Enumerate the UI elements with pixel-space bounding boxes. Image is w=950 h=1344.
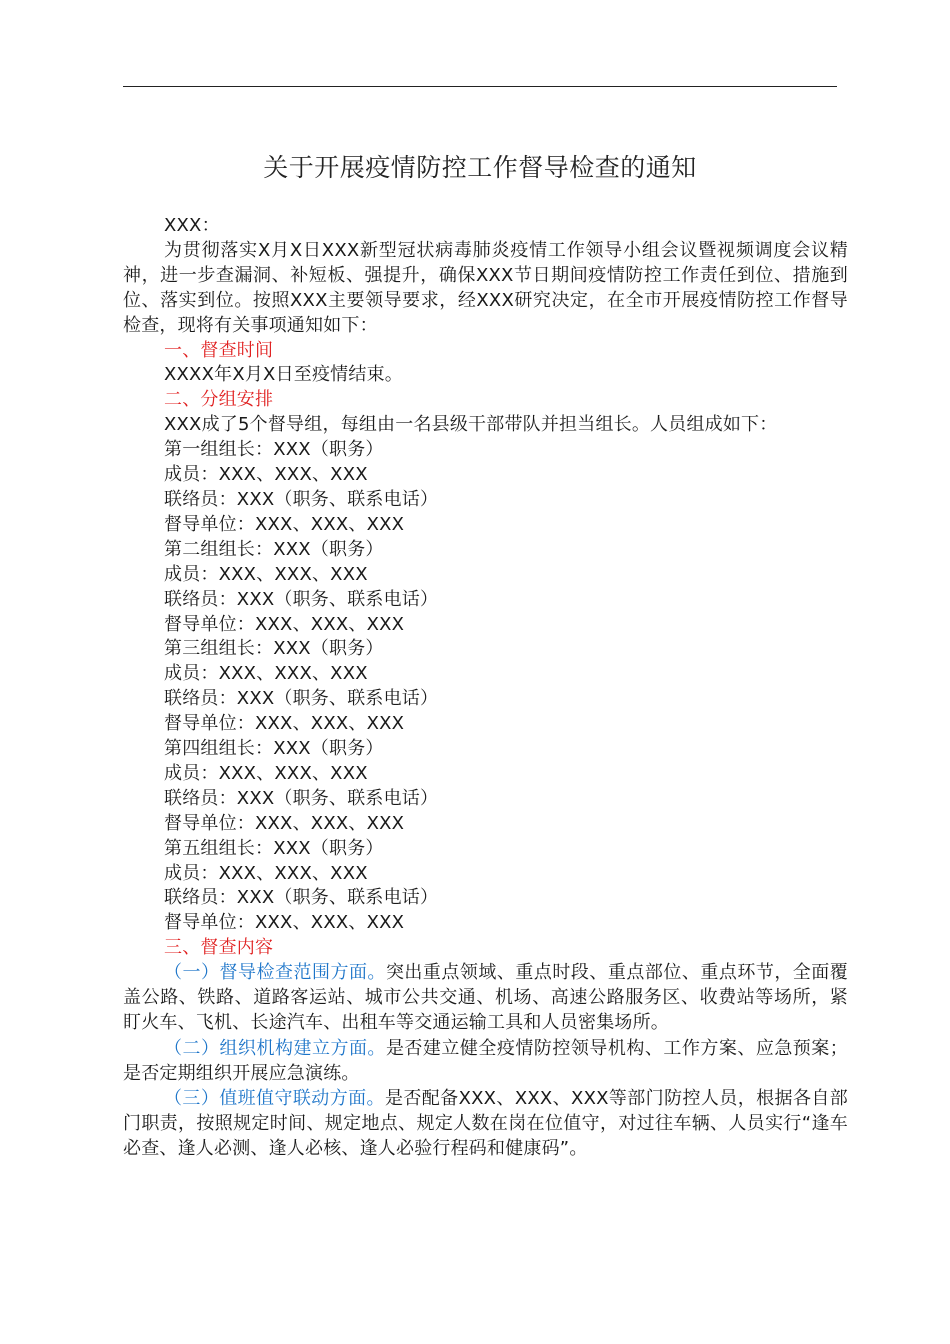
section-heading-content: 三、督查内容 bbox=[164, 937, 274, 959]
section-heading-time: 一、督查时间 bbox=[164, 339, 274, 361]
content-item-text: 突出重点领域、重点时段、重点部位、重点环节，全面覆盖公路、铁路、道路客运站、城市公共交通、机场、高速公路服务区、收费站等场所，紧盯火车、飞机、长途汽车、出租车等交通运输工具和人员密集场所。 bbox=[123, 962, 848, 1033]
content-item-text: 是否建立健全疫情防控领导机构、工作方案、应急预案；是否定期组织开展应急演练。 bbox=[123, 1037, 848, 1084]
group-units: 督导单位：XXX、XXX、XXX bbox=[164, 713, 405, 735]
group-units: 督导单位：XXX、XXX、XXX bbox=[164, 513, 405, 535]
content-item-label: （三）值班值守联动方面。 bbox=[164, 1087, 385, 1109]
section-time-text: XXXX年X月X日至疫情结束。 bbox=[164, 364, 403, 386]
group-liaison: 联络员：XXX（职务、联系电话） bbox=[164, 488, 439, 510]
section-heading-groups: 二、分组安排 bbox=[164, 389, 274, 411]
header-rule bbox=[123, 86, 837, 87]
document-title: 关于开展疫情防控工作督导检查的通知 bbox=[263, 153, 697, 182]
content-item-organization bbox=[123, 1037, 848, 1087]
content-item-duty bbox=[123, 1087, 848, 1162]
group-members: 成员：XXX、XXX、XXX bbox=[164, 563, 368, 585]
group-units: 督导单位：XXX、XXX、XXX bbox=[164, 912, 405, 934]
content-item-label: （一）督导检查范围方面。 bbox=[164, 962, 386, 984]
group-leader: 第一组组长：XXX（职务） bbox=[164, 439, 384, 461]
group-members: 成员：XXX、XXX、XXX bbox=[164, 663, 368, 685]
content-item-label: （二）组织机构建立方面。 bbox=[164, 1037, 386, 1059]
group-units: 督导单位：XXX、XXX、XXX bbox=[164, 613, 405, 635]
content-item-scope bbox=[123, 961, 848, 1036]
intro-paragraph: 为贯彻落实X月X日XXX新型冠状病毒肺炎疫情工作领导小组会议暨视频调度会议精神，进一步查漏洞、补短板、强提升，确保XXX节日期间疫情防控工作责任到位、措施到位、落实到位。按照XXX主要领导要求，经XXX研究决定，在全市开展疫情防控工作督导检查，现将有关事项通知如下： bbox=[123, 239, 848, 336]
group-leader: 第二组组长：XXX（职务） bbox=[164, 538, 384, 560]
group-members: 成员：XXX、XXX、XXX bbox=[164, 762, 368, 784]
group-liaison: 联络员：XXX（职务、联系电话） bbox=[164, 887, 439, 909]
group-leader: 第四组组长：XXX（职务） bbox=[164, 738, 384, 760]
salutation: XXX： bbox=[164, 215, 220, 236]
group-liaison: 联络员：XXX（职务、联系电话） bbox=[164, 787, 439, 809]
group-leader: 第五组组长：XXX（职务） bbox=[164, 837, 384, 859]
group-liaison: 联络员：XXX（职务、联系电话） bbox=[164, 588, 439, 610]
content-item-text: 是否配备XXX、XXX、XXX等部门防控人员，根据各自部门职责，按照规定时间、规定地点、规定人数在岗在位值守，对过往车辆、人员实行“逢车必查、逢人必测、逢人必核、逢人必验行程码和健康码”。 bbox=[123, 1087, 848, 1159]
group-leader: 第三组组长：XXX（职务） bbox=[164, 638, 384, 660]
group-members: 成员：XXX、XXX、XXX bbox=[164, 862, 368, 884]
group-liaison: 联络员：XXX（职务、联系电话） bbox=[164, 688, 439, 710]
groups-intro: XXX成了5个督导组，每组由一名县级干部带队并担当组长。人员组成如下： bbox=[164, 414, 778, 436]
document-body bbox=[123, 214, 848, 1161]
group-members: 成员：XXX、XXX、XXX bbox=[164, 464, 368, 486]
group-units: 督导单位：XXX、XXX、XXX bbox=[164, 812, 405, 834]
